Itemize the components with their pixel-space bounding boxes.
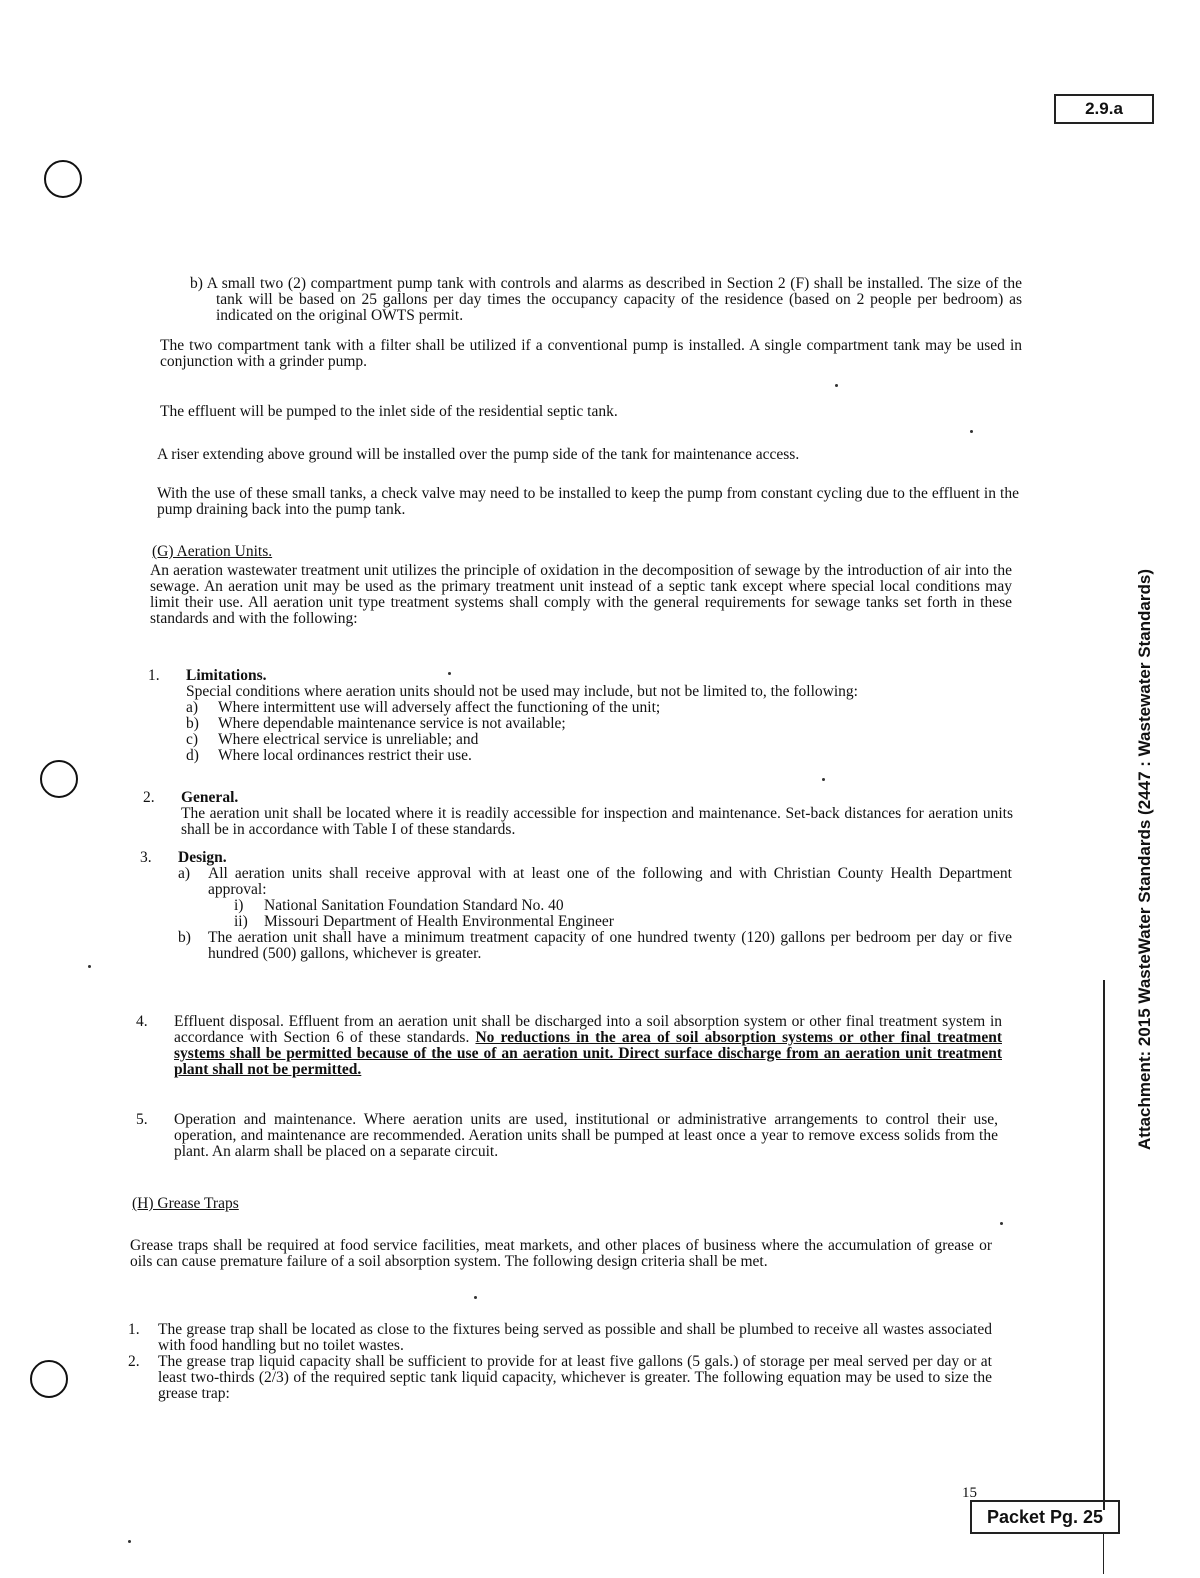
design-title: Design. xyxy=(178,849,227,866)
attachment-side-label: Attachment: 2015 WasteWater Standards (2447 : Wastewater Standards) xyxy=(1135,568,1154,1150)
list-item: The grease trap liquid capacity shall be sufficient to provide for at least five gallons (5 gals.) of storage per meal served per day or at least two-thirds (2/3) of the required septic tank liquid capacity, whichever is greater. The following equation may be used to size the grease trap: xyxy=(158,1353,992,1402)
speck xyxy=(474,1296,477,1299)
limitations-title: Limitations. xyxy=(186,667,267,684)
effluent-emphasis: No reductions in the area of soil absorption systems or other final treatment systems shall be permitted because of the use of an aeration unit. Direct surface discharge from an aeration unit treatment plant shall not be permitted. xyxy=(174,1029,1002,1078)
page-number: 15 xyxy=(962,1485,977,1501)
speck xyxy=(88,965,91,968)
general-block xyxy=(143,790,1013,838)
list-number: 1. xyxy=(128,1321,140,1338)
speck xyxy=(1000,1222,1003,1225)
general-title: General. xyxy=(181,789,239,806)
effluent-text: Effluent disposal. Effluent from an aeration unit shall be discharged into a soil absorption system or other final treatment system in accordance with Section 6 of these standards. xyxy=(174,1013,1002,1046)
grease-list xyxy=(128,1322,992,1402)
list-item: Where local ordinances restrict their use. xyxy=(218,747,472,764)
section-heading-aeration: (G) Aeration Units. xyxy=(152,543,273,560)
list-number: 2. xyxy=(143,789,155,806)
punch-hole xyxy=(40,760,78,798)
design-item-a: All aeration units shall receive approval with at least one of the following and with Christian County Health Department approval: xyxy=(208,865,1012,898)
margin-line xyxy=(1103,980,1105,1510)
list-item: National Sanitation Foundation Standard No. 40 xyxy=(264,897,564,914)
list-number: 2. xyxy=(128,1353,140,1370)
paragraph: The two compartment tank with a filter shall be utilized if a conventional pump is installed. A single compartment tank may be used in conjunction with a grinder pump. xyxy=(160,337,1022,370)
list-number: 3. xyxy=(140,849,152,866)
grease-intro: Grease traps shall be required at food service facilities, meat markets, and other places of business where the accumulation of grease or oils can cause premature failure of a soil absorption system. The following design criteria shall be met. xyxy=(130,1237,992,1270)
limitations-text: Special conditions where aeration units should not be used may include, but not be limited to, the following: xyxy=(186,683,858,700)
list-item: Where electrical service is unreliable; and xyxy=(218,731,479,748)
punch-hole xyxy=(30,1360,68,1398)
operation-text: Operation and maintenance. Where aeration units are used, institutional or administrative arrangements to control their use, operation, and maintenance are recommended. Aeration units shall be pumped at least once a year to remove excess solids from the plant. An alarm shall be placed on a separate circuit. xyxy=(174,1111,998,1160)
effluent-block xyxy=(136,1014,1002,1078)
margin-line xyxy=(1103,1534,1104,1574)
limitations-block: 1. Limitations. Special conditions where aeration units should not be used may include, but not be limited to, the following: a) Where intermittent use will adversely affect the functioning of the unit; b) Where dependable maintenance service is not available; c) Where electrical service is unreliable; and d) Where local ordinances restrict their use. xyxy=(148,668,1018,764)
list-number: 5. xyxy=(136,1111,148,1128)
list-number: 1. xyxy=(148,667,160,684)
paragraph: With the use of these small tanks, a check valve may need to be installed to keep the pump from constant cycling due to the effluent in the pump draining back into the pump tank. xyxy=(157,485,1019,518)
list-item: The grease trap shall be located as close to the fixtures being served as possible and shall be plumbed to receive all wastes associated with food handling but no toilet wastes. xyxy=(158,1321,992,1354)
speck xyxy=(835,384,838,387)
design-item-b: The aeration unit shall have a minimum treatment capacity of one hundred twenty (120) gallons per bedroom per day or five hundred (500) gallons, whichever is greater. xyxy=(208,929,1012,962)
list-item: Where dependable maintenance service is not available; xyxy=(218,715,566,732)
footer-tag: Packet Pg. 25 xyxy=(970,1500,1120,1534)
list-item: Missouri Department of Health Environmental Engineer xyxy=(264,913,614,930)
speck xyxy=(970,430,973,433)
header-tag: 2.9.a xyxy=(1054,94,1154,124)
speck xyxy=(128,1540,131,1543)
list-item: Where intermittent use will adversely affect the functioning of the unit; xyxy=(218,699,661,716)
paragraph: A riser extending above ground will be installed over the pump side of the tank for maintenance access. xyxy=(157,446,800,463)
aeration-intro: An aeration wastewater treatment unit utilizes the principle of oxidation in the decomposition of sewage by the introduction of air into the sewage. An aeration unit may be used as the primary treatment unit instead of a septic tank except where special local conditions may limit their use. All aeration unit type treatment systems shall comply with the general requirements for sewage tanks set forth in these standards and with the following: xyxy=(150,562,1012,627)
operation-block xyxy=(136,1112,998,1160)
speck xyxy=(448,672,451,675)
general-text: The aeration unit shall be located where it is readily accessible for inspection and maintenance. Set-back distances for aeration units shall be in accordance with Table I of these standards. xyxy=(181,805,1013,838)
speck xyxy=(822,778,825,781)
paragraph: The effluent will be pumped to the inlet side of the residential septic tank. xyxy=(160,403,618,420)
section-heading-grease: (H) Grease Traps xyxy=(132,1195,239,1212)
punch-hole xyxy=(44,160,82,198)
item-b-paragraph: b) A small two (2) compartment pump tank with controls and alarms as described in Section 2 (F) shall be installed. The size of the tank will be based on 25 gallons per day times the occupancy capacity of the residence (based on 2 people per bedroom) as indicated on the original OWTS permit. xyxy=(190,275,1022,324)
list-number: 4. xyxy=(136,1013,148,1030)
design-block: 3. Design. a) All aeration units shall receive approval with at least one of the following and with Christian County Health Department approval: i) National Sanitation Foundation Standard No. 40 ii) Missouri Department of Health Environmental Engineer b) The aeration unit shall have a minimum treatment capacity of one hundred twenty (120) gallons per bedroom per day or five hundred (500) gallons, whichever is greater. xyxy=(140,849,1012,962)
